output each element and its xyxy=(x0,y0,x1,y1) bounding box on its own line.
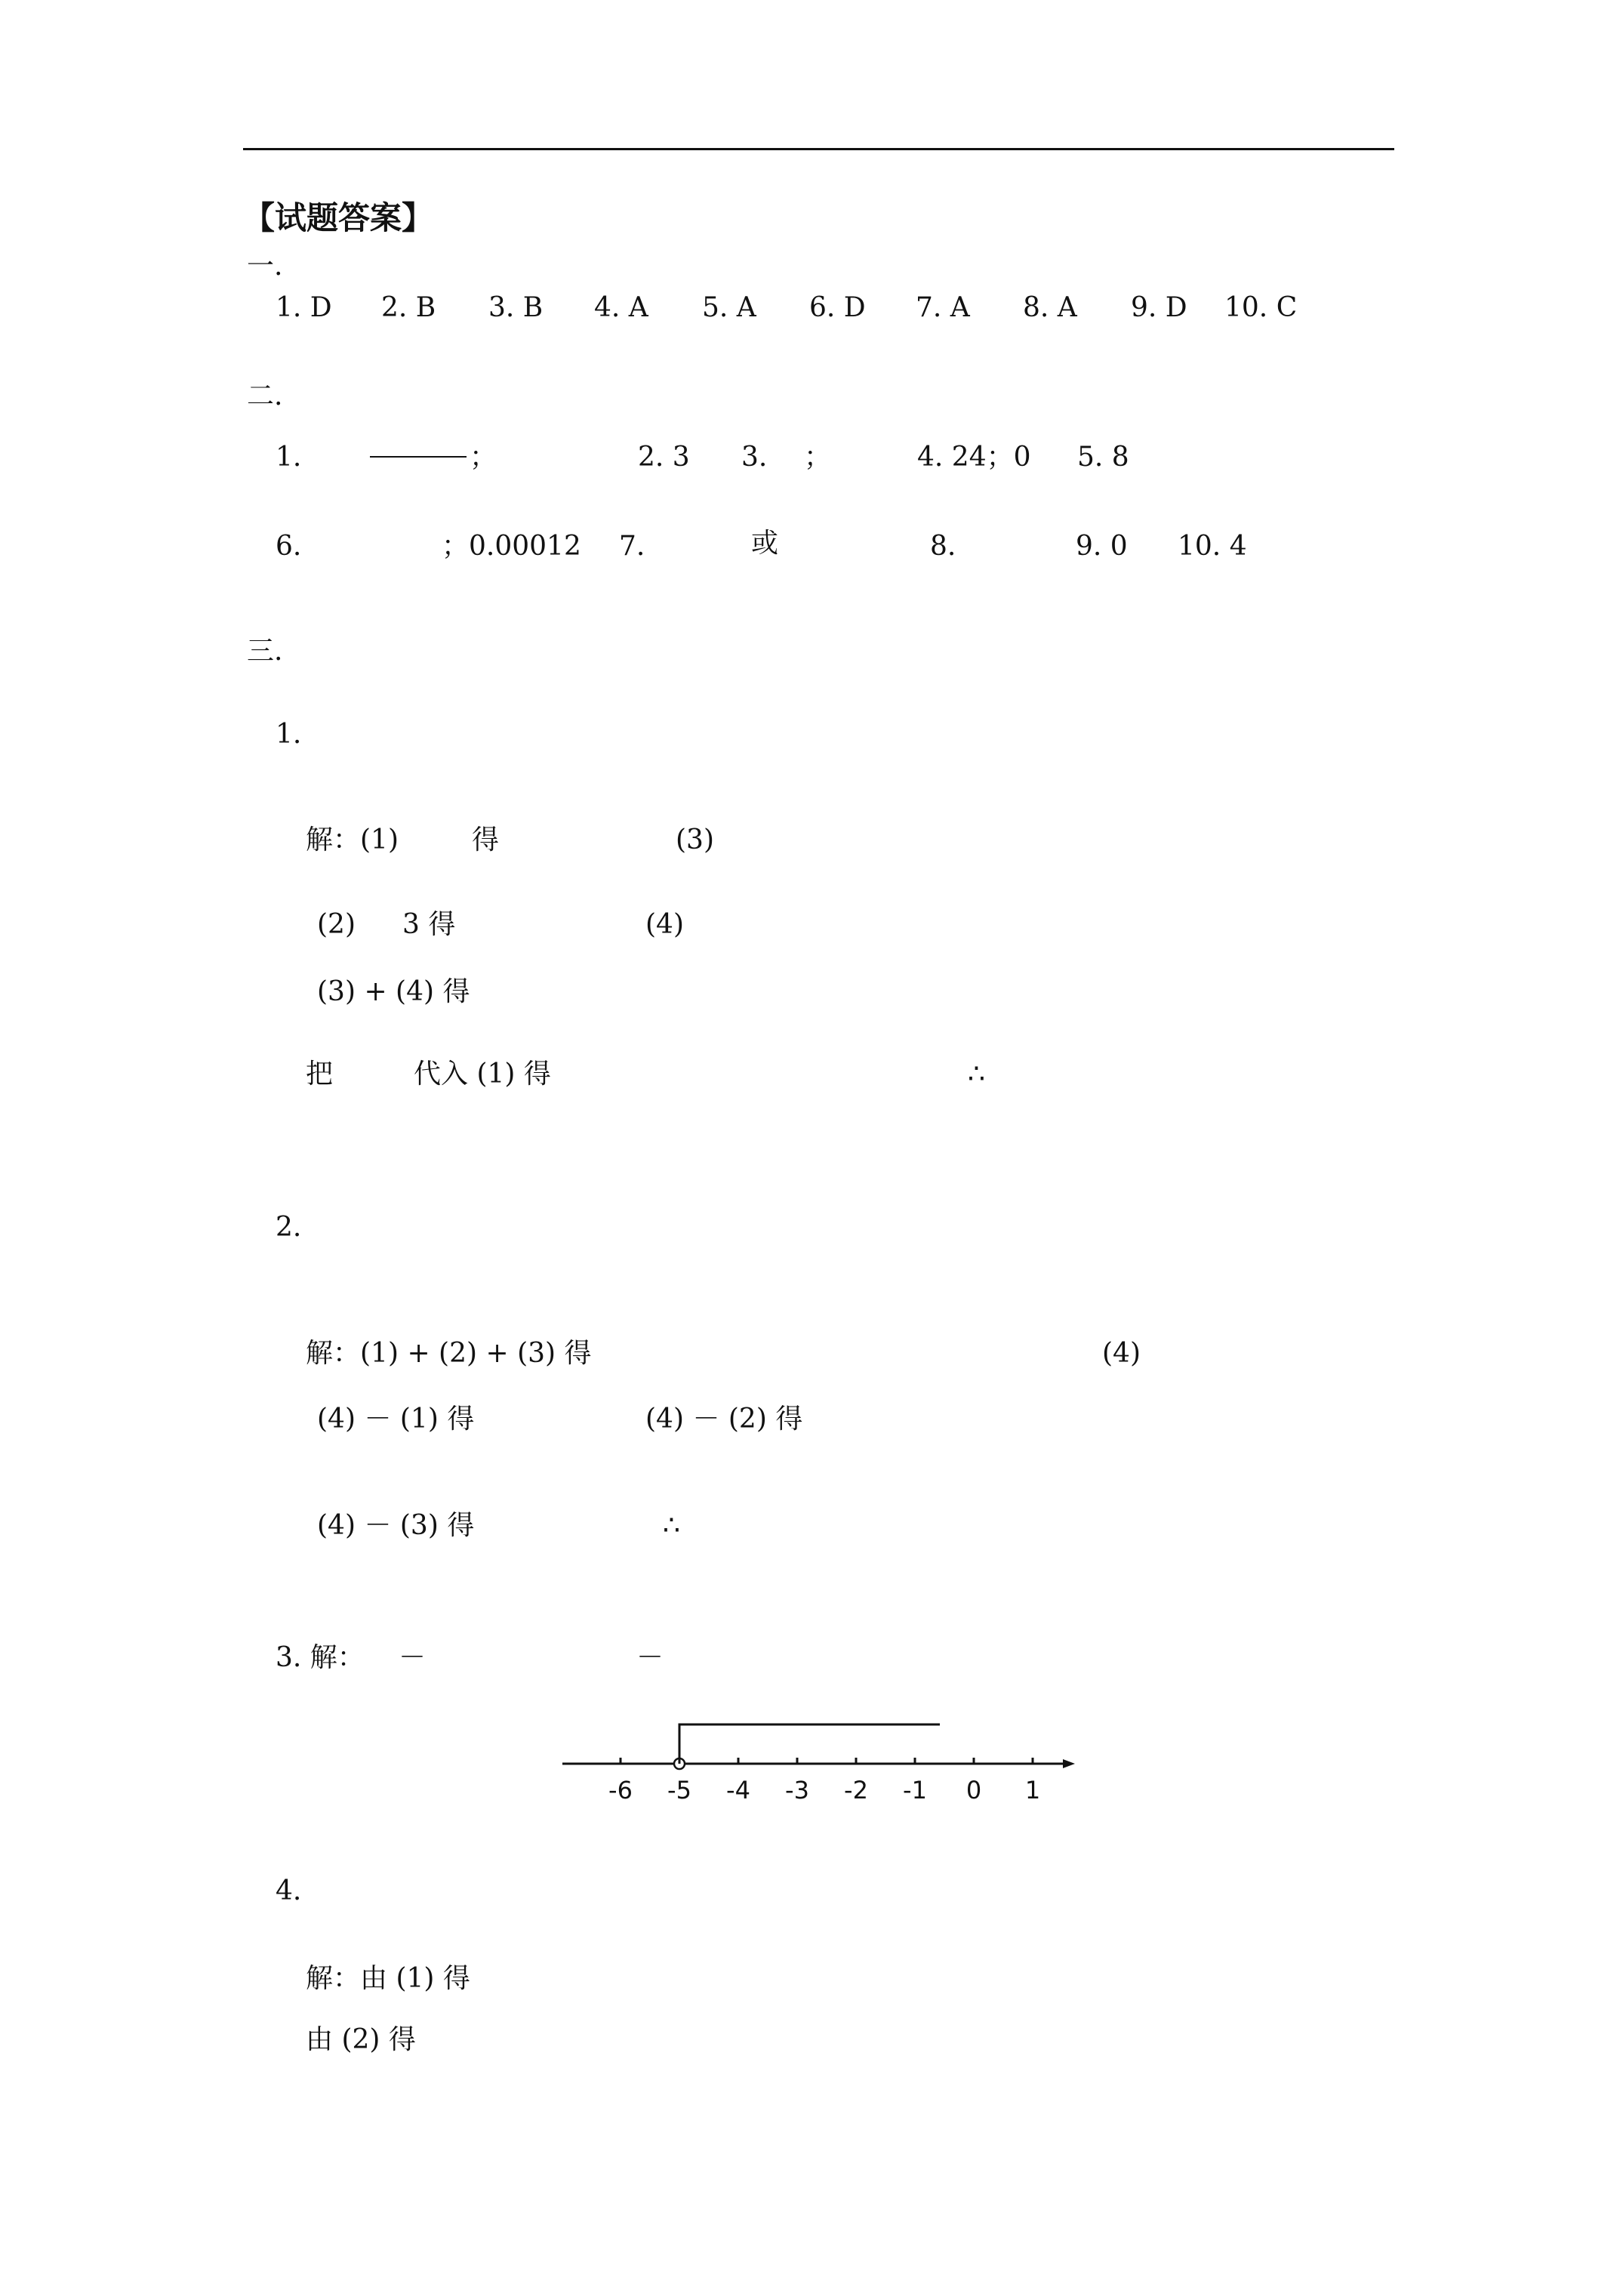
section-three-label: 三. xyxy=(247,636,283,667)
problem-1-step: 解：(1) xyxy=(306,824,399,855)
answer-item: 9. D xyxy=(1131,292,1187,323)
answer-item: 6. D xyxy=(809,292,866,323)
fill-q4: 4. 24；0 xyxy=(917,442,1031,473)
problem-1-step: (3) xyxy=(676,824,714,855)
problem-4-step: 由 (2) 得 xyxy=(306,2024,416,2055)
number-line-tick-label: 0 xyxy=(965,1776,982,1804)
therefore-symbol: ∴ xyxy=(968,1059,985,1089)
number-line-tick-label: -1 xyxy=(903,1776,927,1804)
fill-q8: 8. xyxy=(930,531,956,562)
header-rule xyxy=(243,148,1394,150)
number-line-tick-label: -6 xyxy=(608,1776,633,1804)
problem-1-step: 代入 (1) 得 xyxy=(414,1059,551,1089)
problem-2-step: (4) － (1) 得 xyxy=(317,1404,475,1435)
therefore-symbol: ∴ xyxy=(663,1510,680,1541)
section-two-label: 二. xyxy=(247,381,283,411)
fill-q5: 5. 8 xyxy=(1077,442,1129,473)
section-one-label: 一. xyxy=(247,251,283,282)
problem-1-number: 1. xyxy=(276,719,302,750)
problem-3-number: 3. 解： xyxy=(276,1642,365,1673)
answer-item: 2. B xyxy=(381,292,436,323)
problem-2-step: (4) － (2) 得 xyxy=(645,1404,803,1435)
problem-1-step: (2) xyxy=(317,909,356,940)
answer-item: 7. A xyxy=(916,292,970,323)
fill-q3: 3. xyxy=(741,442,768,473)
problem-1-step: 3 得 xyxy=(402,909,456,940)
answer-title: 【试题答案】 xyxy=(243,199,434,236)
answer-item: 8. A xyxy=(1023,292,1077,323)
arrow-icon xyxy=(1063,1759,1075,1768)
answer-item: 5. A xyxy=(702,292,756,323)
fill-q7-or: 或 xyxy=(751,528,779,559)
problem-2-number: 2. xyxy=(276,1212,302,1243)
number-line-tick-label: -2 xyxy=(844,1776,868,1804)
fill-q10: 10. 4 xyxy=(1178,531,1247,562)
problem-1-step: 得 xyxy=(472,824,500,855)
fill-q9: 9. 0 xyxy=(1076,531,1128,562)
problem-2-step: (4) － (3) 得 xyxy=(317,1510,475,1541)
problem-4-step: 解：由 (1) 得 xyxy=(306,1963,470,1994)
answer-item: 3. B xyxy=(488,292,544,323)
number-line-tick-label: -4 xyxy=(726,1776,750,1804)
answer-item: 10. C xyxy=(1224,292,1298,323)
problem-1-step: (3) + (4) 得 xyxy=(317,976,470,1007)
problem-3-operator: － xyxy=(636,1642,664,1673)
fraction-bar xyxy=(370,456,467,458)
solution-bracket xyxy=(679,1724,940,1764)
fill-q2: 2. 3 xyxy=(638,442,690,473)
problem-1-step: (4) xyxy=(645,909,684,940)
fill-q1-separator: ； xyxy=(470,442,497,473)
fill-q6-value: ；0.00012 xyxy=(442,531,581,562)
number-line-tick-label: 1 xyxy=(1024,1776,1041,1804)
problem-1-step: 把 xyxy=(306,1059,334,1089)
problem-4-number: 4. xyxy=(276,1875,302,1906)
fill-q3-separator: ； xyxy=(804,442,832,473)
fill-q6: 6. xyxy=(276,531,302,562)
number-line-tick-label: -5 xyxy=(667,1776,691,1804)
number-line-tick-label: -3 xyxy=(785,1776,809,1804)
fill-q7: 7. xyxy=(619,531,645,562)
problem-2-step: 解：(1) + (2) + (3) 得 xyxy=(306,1338,592,1369)
problem-2-step: (4) xyxy=(1102,1338,1141,1369)
answer-item: 1. D xyxy=(276,292,332,323)
answer-item: 4. A xyxy=(594,292,648,323)
number-line xyxy=(559,1706,1087,1812)
problem-3-operator: － xyxy=(399,1642,427,1673)
fill-q1: 1. xyxy=(276,442,302,473)
